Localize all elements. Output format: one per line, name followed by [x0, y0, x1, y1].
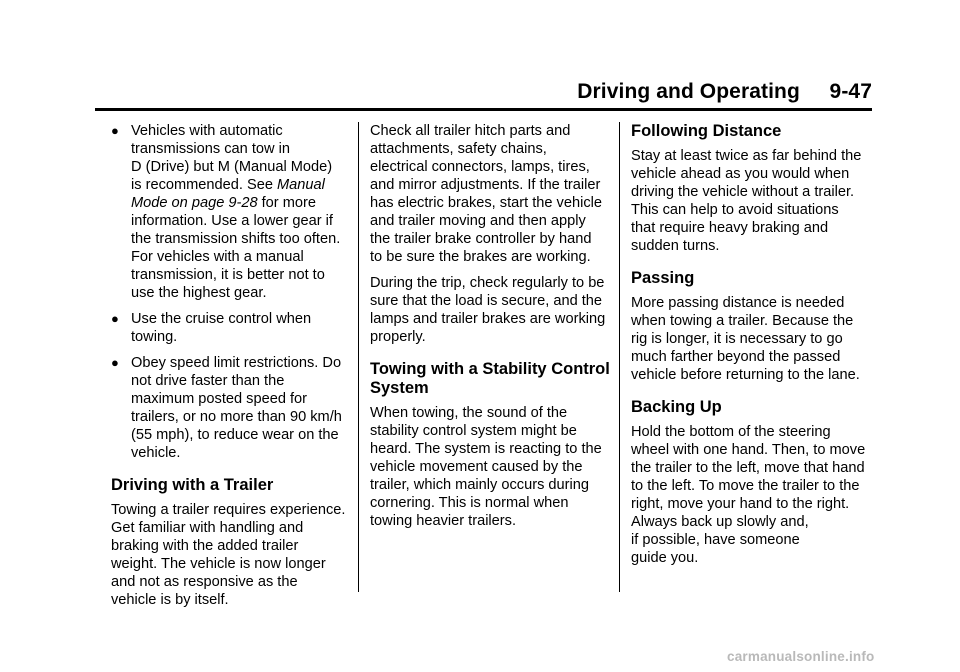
section-heading: Driving with a Trailer	[111, 476, 274, 494]
bullet-icon: ●	[111, 311, 119, 326]
page-title: Driving and Operating 9-47	[577, 80, 872, 103]
section-heading: Towing with a Stability Control System	[370, 360, 610, 397]
column-1	[111, 122, 351, 617]
paragraph: Check all trailer hitch parts and attachments, safety chains, electrical connectors, lamps, tires, and mirror adjustments. If the trailer has electric brakes, start the vehicle and trailer moving and then apply the trailer brake controller by hand to be sure the brakes are working.	[370, 123, 602, 265]
paragraph: When towing, the sound of the stability control system might be heard. The system is reacting to the vehicle movement caused by the trailer, which mainly occurs during cornering. This is normal when towing heavier trailers.	[370, 405, 602, 529]
section-heading: Passing	[631, 269, 695, 287]
paragraph: During the trip, check regularly to be sure that the load is secure, and the lamps and trailer brakes are working properly.	[370, 275, 606, 345]
page-header	[95, 78, 872, 111]
section-heading: Following Distance	[631, 122, 782, 140]
column-2	[370, 122, 608, 538]
page-reference[interactable]: Manual	[277, 177, 325, 193]
paragraph: Stay at least twice as far behind the vehicle ahead as you would when driving the vehicle without a trailer. This can help to avoid situations that require heavy braking and sudden turns.	[631, 148, 862, 254]
column-divider	[619, 122, 620, 592]
paragraph: Hold the bottom of the steering wheel with one hand. Then, to move the trailer to the left, move that hand to the left. To move the trailer to the right, move your hand to the right. Always back up slowly and, if possible, have someone guide you.	[631, 424, 866, 566]
bullet-icon: ●	[111, 123, 119, 138]
column-3	[631, 122, 871, 575]
watermark: carmanualsonline.info	[727, 649, 875, 664]
paragraph: Towing a trailer requires experience. Get familiar with handling and braking with the added trailer weight. The vehicle is now longer and not as responsive as the vehicle is by itself.	[111, 502, 346, 608]
page-reference[interactable]: Mode on page 9-28	[131, 195, 258, 211]
section-heading: Backing Up	[631, 398, 722, 416]
paragraph: More passing distance is needed when towing a trailer. Because the rig is longer, it is necessary to go much farther beyond the passed vehicle before returning to the lane.	[631, 295, 860, 383]
column-divider	[358, 122, 359, 592]
bullet-item: ● Vehicles with automatic transmissions can tow in D (Drive) but M (Manual Mode) is recommended. See Manual Mode on page 9-28 for more information. Use a lower gear if the transmission shifts too often. For vehicles with a manual transmission, it is better not to use the highest gear.	[111, 123, 341, 301]
bullet-item: ● Obey speed limit restrictions. Do not drive faster than the maximum posted speed for trailers, or no more than 90 km/h (55 mph), to reduce wear on the vehicle.	[111, 355, 342, 461]
bullet-icon: ●	[111, 355, 119, 370]
bullet-item: ● Use the cruise control when towing.	[111, 311, 312, 345]
